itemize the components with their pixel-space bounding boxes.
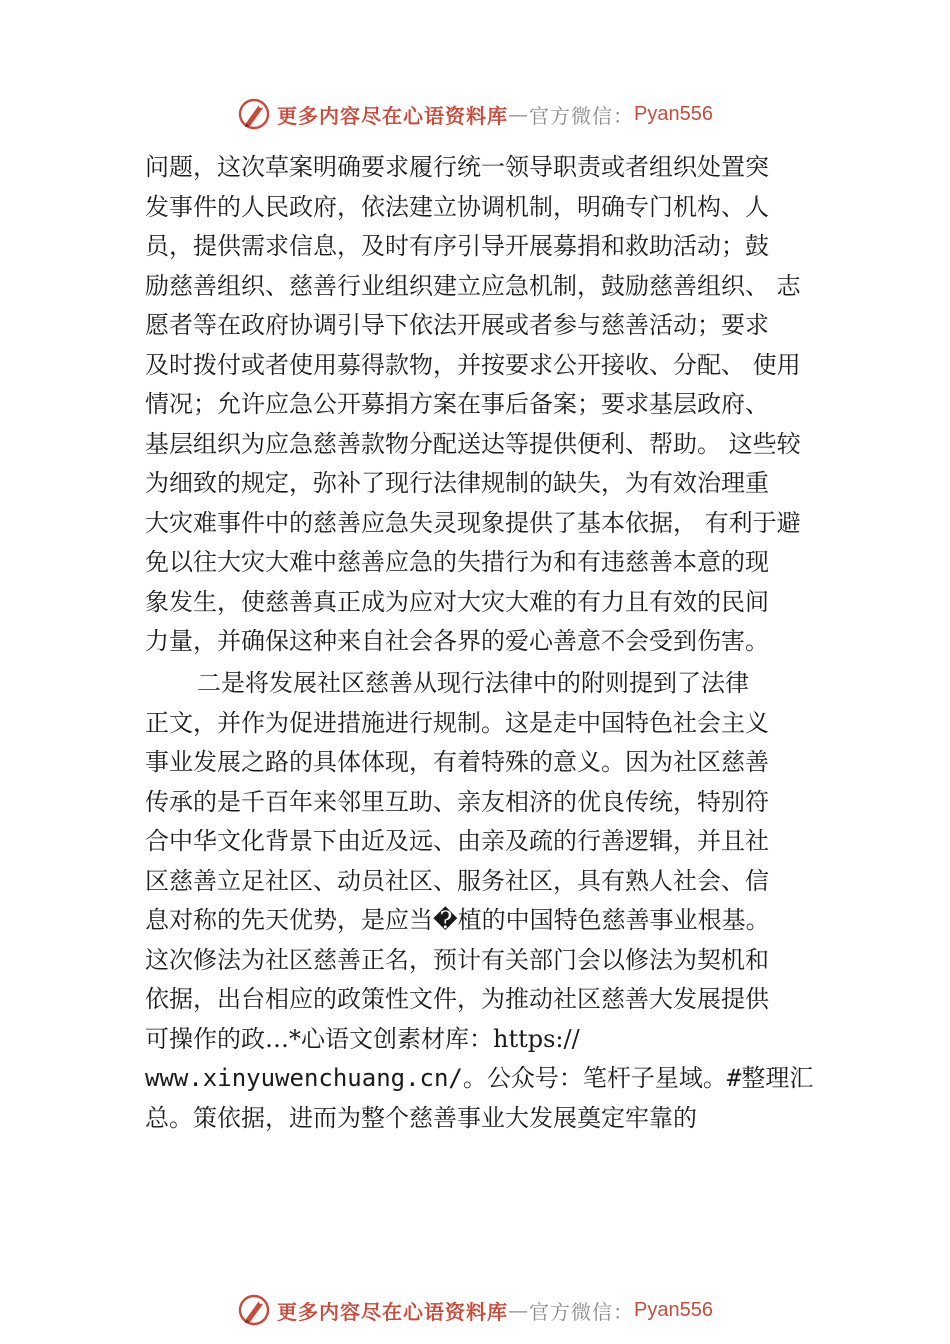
banner-title: 更多内容尽在心语资料库: [277, 103, 509, 128]
text-line: 力量，并确保这种来自社会各界的爱心善意不会受到伤害。: [145, 627, 769, 655]
text-line: 及时拨付或者使用募得款物，并按要求公开接收、分配、 使用: [145, 350, 801, 379]
banner-wechat-id: Pyan556: [634, 102, 713, 125]
banner-wechat-label: 官方微信：: [529, 1299, 635, 1324]
text-line: 正文，并作为促进措施进行规制。这是走中国特色社会主义: [145, 708, 769, 737]
text-line: 总。策依据，进而为整个慈善事业大发展奠定牢靠的: [145, 1103, 697, 1132]
text-line: 可操作的政…*心语文创素材库：https://: [145, 1024, 580, 1053]
text-line: 依据，出台相应的政策性文件，为推动社区慈善大发展提供: [145, 985, 769, 1013]
text-line-url: www.xinyuwenchuang.cn/。公众号：笔杆子星域。#整理汇: [145, 1064, 814, 1092]
text-line: 励慈善组织、慈善行业组织建立应急机制，鼓励慈善组织、 志: [145, 271, 801, 300]
text-line-indented: 二是将发展社区慈善从现行法律中的附则提到了法律: [197, 668, 749, 697]
text-line: 愿者等在政府协调引导下依法开展或者参与慈善活动；要求: [145, 311, 769, 339]
pen-logo-icon: [237, 1293, 271, 1327]
text-line: 区慈善立足社区、动员社区、服务社区，具有熟人社会、信: [145, 866, 769, 895]
text-line: 发事件的人民政府，依法建立协调机制，明确专门机构、人: [145, 192, 769, 221]
document-body: [145, 148, 825, 1138]
paragraph-1: [145, 148, 825, 662]
text-line: 为细致的规定，弥补了现行法律规制的缺失，为有效治理重: [145, 469, 769, 497]
text-line: 传承的是千百年来邻里互助、亲友相济的优良传统，特别符: [145, 787, 769, 816]
banner-title: 更多内容尽在心语资料库: [277, 1299, 509, 1324]
footer-banner: [0, 1288, 950, 1332]
text-line: 基层组织为应急慈善款物分配送达等提供便利、帮助。 这些较: [145, 429, 801, 458]
text-line: 问题，这次草案明确要求履行统一领导职责或者组织处置突: [145, 153, 769, 181]
banner-wechat-id: Pyan556: [634, 1298, 713, 1321]
text-line: 情况；允许应急公开募捐方案在事后备案；要求基层政府、: [145, 390, 769, 418]
header-banner: [0, 92, 950, 136]
banner-dash: —: [508, 102, 530, 126]
text-line: 免以往大灾大难中慈善应急的失措行为和有违慈善本意的现: [145, 548, 769, 576]
banner-wechat-label: 官方微信：: [529, 103, 635, 128]
text-line: 息对称的先天优势，是应当�植的中国特色慈善事业根基。: [145, 906, 770, 934]
paragraph-2: [145, 662, 825, 1139]
text-line: 大灾难事件中的慈善应急失灵现象提供了基本依据， 有利于避: [145, 508, 801, 537]
text-line: 员，提供需求信息，及时有序引导开展募捐和救助活动；鼓: [145, 232, 769, 260]
banner-dash: —: [508, 1298, 530, 1322]
text-line: 合中华文化背景下由近及远、由亲及疏的行善逻辑，并且社: [145, 827, 769, 855]
pen-logo-icon: [237, 97, 271, 131]
text-line: 象发生，使慈善真正成为应对大灾大难的有力且有效的民间: [145, 587, 769, 616]
text-line: 事业发展之路的具体体现，有着特殊的意义。因为社区慈善: [145, 748, 769, 776]
text-line: 这次修法为社区慈善正名，预计有关部门会以修法为契机和: [145, 945, 769, 974]
